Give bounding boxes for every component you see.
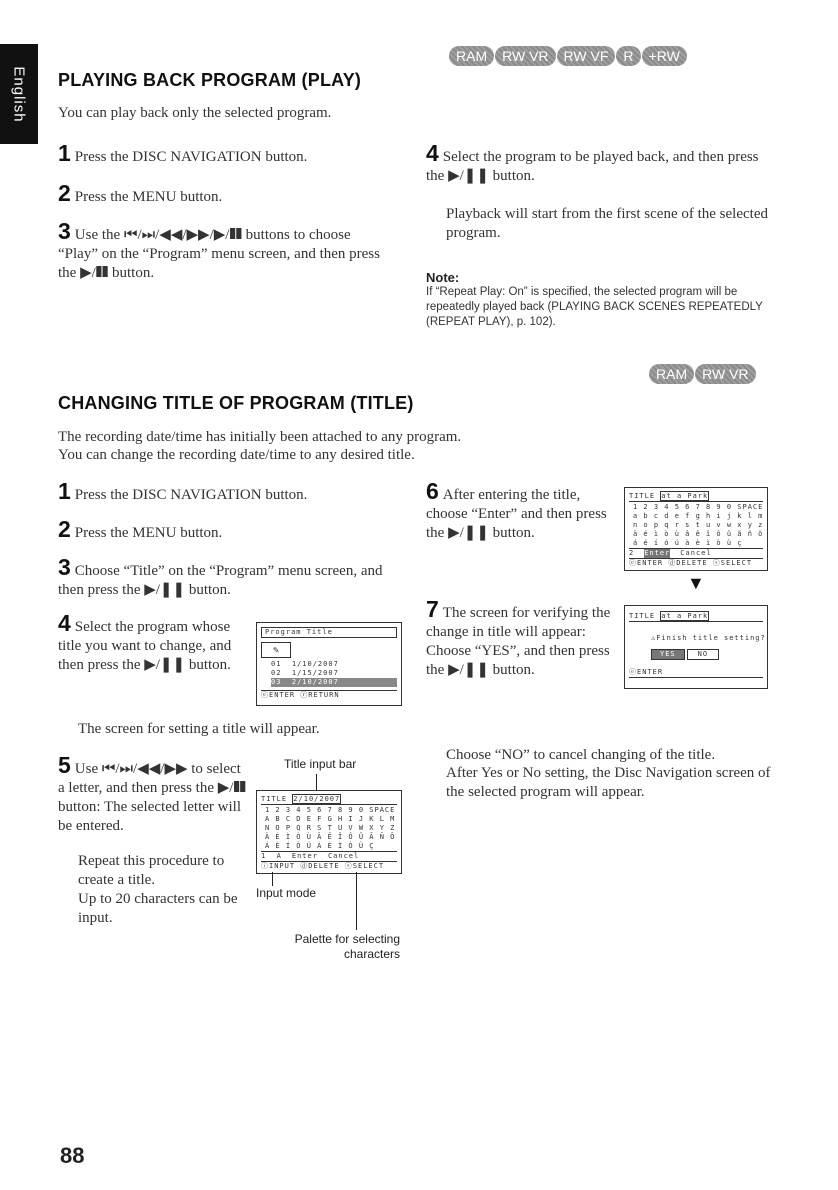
- badge-ram: RAM: [649, 364, 694, 384]
- enter-option[interactable]: Enter: [291, 852, 318, 860]
- step-text: Press the MENU button.: [74, 525, 223, 541]
- warning-icon: ⚠: [651, 634, 657, 642]
- cancel-option[interactable]: Cancel: [327, 852, 360, 860]
- step-text: After entering the title, choose “Enter” and then press the ▶/❚❚ button.: [426, 487, 607, 541]
- title-step-6: [426, 478, 616, 543]
- mode-row: [629, 548, 763, 558]
- title-step-4: [58, 610, 254, 675]
- title-intro-1: The recording date/time has initially been attached to any program.: [58, 429, 462, 445]
- screen-footer: ⓔENTER: [629, 668, 763, 678]
- section-title-title: CHANGING TITLE OF PROGRAM (TITLE): [58, 393, 414, 413]
- title-input-bar[interactable]: [629, 492, 763, 502]
- title-step-7: [426, 596, 616, 680]
- callout-line: [356, 872, 357, 930]
- step-text: Use the ⏮/⏭/◀◀/▶▶/▶/❚❚ buttons to choose “Play” on the “Program” menu screen, and then press the ▶/❚❚ button.: [58, 227, 380, 281]
- step-number: 6: [426, 478, 439, 504]
- note-label: Note:: [426, 270, 460, 285]
- callout-title-input-bar: Title input bar: [284, 757, 357, 771]
- title-input-bar: [629, 612, 763, 622]
- title-step-5-repeat: Repeat this procedure to create a title.: [78, 853, 225, 888]
- palette-row[interactable]: á é í ó ú à è ì ò ù ç: [633, 539, 743, 547]
- title-label: TITLE: [629, 492, 656, 500]
- disc-type-badges-2: [648, 364, 756, 384]
- step-number: 3: [58, 554, 71, 580]
- confirm-message: [651, 634, 766, 643]
- palette-row[interactable]: A B C D E F G H I J K L M: [265, 815, 396, 823]
- step-number: 7: [426, 596, 439, 622]
- palette-row[interactable]: Á É Í Ó Ú À È Ì Ò Ù Ç: [265, 842, 375, 850]
- language-label: English: [10, 65, 28, 123]
- play-step-1: [58, 140, 398, 167]
- callout-input-mode: Input mode: [256, 886, 317, 900]
- palette-row[interactable]: a b c d e f g h i j k l m: [633, 512, 764, 520]
- palette-row[interactable]: ä é ì ò ù â ê î ô û ã ñ õ: [633, 530, 764, 538]
- badge-plus-rw: +RW: [642, 46, 687, 66]
- step-text: Select the program to be played back, and then press the ▶/❚❚ button.: [426, 149, 759, 184]
- title-input-bar[interactable]: [261, 795, 397, 805]
- title-step-4-result: The screen for setting a title will appear.: [78, 721, 320, 737]
- step-number: 4: [426, 140, 439, 166]
- title-step-1: [58, 478, 398, 505]
- screen-footer: ⓔENTER ⓡRETURN: [261, 690, 397, 700]
- play-intro: You can play back only the selected program.: [58, 105, 332, 121]
- title-step-5: [58, 752, 248, 836]
- badge-rw-vf: RW VF: [557, 46, 616, 66]
- play-step-3: [58, 218, 383, 283]
- step-text: Press the DISC NAVIGATION button.: [74, 487, 308, 503]
- palette-row[interactable]: 1 2 3 4 5 6 7 8 9 0 SPACE: [265, 806, 396, 814]
- screen-footer: ⓔENTER ⓓDELETE ⓢSELECT: [629, 558, 763, 568]
- step-number: 4: [58, 610, 71, 636]
- step-text: Press the DISC NAVIGATION button.: [74, 149, 308, 165]
- step-number: 2: [58, 516, 71, 542]
- no-button[interactable]: NO: [687, 649, 719, 660]
- step-text: Press the MENU button.: [74, 189, 223, 205]
- badge-rw-vr: RW VR: [495, 46, 555, 66]
- title-input-screen: [256, 790, 402, 874]
- title-value: 2/10/2007: [293, 795, 341, 803]
- program-thumbnail-icon: ✎: [261, 642, 291, 658]
- input-mode[interactable]: 2: [629, 549, 635, 557]
- language-tab: [0, 44, 38, 144]
- callout-line: [272, 872, 273, 886]
- cancel-option[interactable]: Cancel: [680, 549, 712, 557]
- step-number: 5: [58, 752, 71, 778]
- title-value: at a Park: [661, 492, 709, 500]
- step-number: 1: [58, 478, 71, 504]
- enter-option-selected[interactable]: Enter: [644, 549, 671, 557]
- program-row[interactable]: 02 1/15/2007: [271, 669, 339, 677]
- palette-row[interactable]: n o p q r s t u v w x y z: [633, 521, 764, 529]
- confirm-text: Finish title setting?: [656, 634, 766, 642]
- confirm-buttons: [651, 649, 767, 660]
- badge-r: R: [616, 46, 640, 66]
- title-step-7-no: Choose “NO” to cancel changing of the title.: [446, 747, 716, 763]
- title-step-7-after: After Yes or No setting, the Disc Navigation screen of the selected program will appear.: [446, 765, 771, 800]
- step-text: Use ⏮/⏭/◀◀/▶▶ to select a letter, and then press the ▶/❚❚ button: The selected letter will be entered.: [58, 761, 246, 834]
- palette-row[interactable]: N O P Q R S T U V W X Y Z: [265, 824, 396, 832]
- mode-row: [261, 851, 397, 861]
- disc-type-badges: [448, 46, 687, 66]
- confirm-screen: [624, 605, 768, 689]
- step-text: Choose “Title” on the “Program” menu screen, and then press the ▶/❚❚ button.: [58, 563, 383, 598]
- play-step-4-result: Playback will start from the first scene of the selected program.: [446, 206, 768, 241]
- title-step-2: [58, 516, 398, 543]
- screen-header: Program Title: [261, 627, 397, 638]
- down-arrow-icon: ▼: [687, 573, 705, 593]
- badge-ram: RAM: [449, 46, 494, 66]
- title-value: at a Park: [661, 612, 709, 620]
- step-number: 1: [58, 140, 71, 166]
- title-intro-2: You can change the recording date/time to any desired title.: [58, 447, 415, 463]
- section-title-play: PLAYING BACK PROGRAM (PLAY): [58, 70, 362, 90]
- step-text: Select the program whose title you want to change, and then press the ▶/❚❚ button.: [58, 619, 232, 673]
- play-step-4: [426, 140, 776, 186]
- yes-button[interactable]: YES: [651, 649, 685, 660]
- program-row-selected[interactable]: 03 2/10/2007: [271, 678, 397, 687]
- program-title-screen: [256, 622, 402, 706]
- title-label: TITLE: [629, 612, 656, 620]
- badge-rw-vr: RW VR: [695, 364, 755, 384]
- title-step-3: [58, 554, 388, 600]
- input-mode[interactable]: 1 A: [261, 852, 282, 860]
- palette-row[interactable]: 1 2 3 4 5 6 7 8 9 0 SPACE: [633, 503, 764, 511]
- program-row[interactable]: 01 1/10/2007: [271, 660, 339, 668]
- title-step-5-limit: Up to 20 characters can be input.: [78, 891, 238, 926]
- title-label: TITLE: [261, 795, 288, 803]
- screen-footer: ⓘINPUT ⓓDELETE ⓢSELECT: [261, 861, 397, 871]
- step-text: The screen for verifying the change in title will appear: Choose “YES”, and then press the ▶/❚❚ button.: [426, 605, 611, 678]
- play-step-2: [58, 180, 398, 207]
- step-number: 3: [58, 218, 71, 244]
- page-number: 88: [60, 1143, 85, 1168]
- palette-row[interactable]: Ä É Ì Ò Ù Â Ê Î Ô Û Ã Ñ Õ: [265, 833, 396, 841]
- note-text: If “Repeat Play: On” is specified, the selected program will be repeatedly played back (PLAYING BACK SCENES REPEATEDLY (REPEAT PLAY), p. 102).: [426, 286, 763, 328]
- title-lower-screen: [624, 487, 768, 571]
- step-number: 2: [58, 180, 71, 206]
- callout-palette: Palette for selecting characters: [294, 932, 400, 961]
